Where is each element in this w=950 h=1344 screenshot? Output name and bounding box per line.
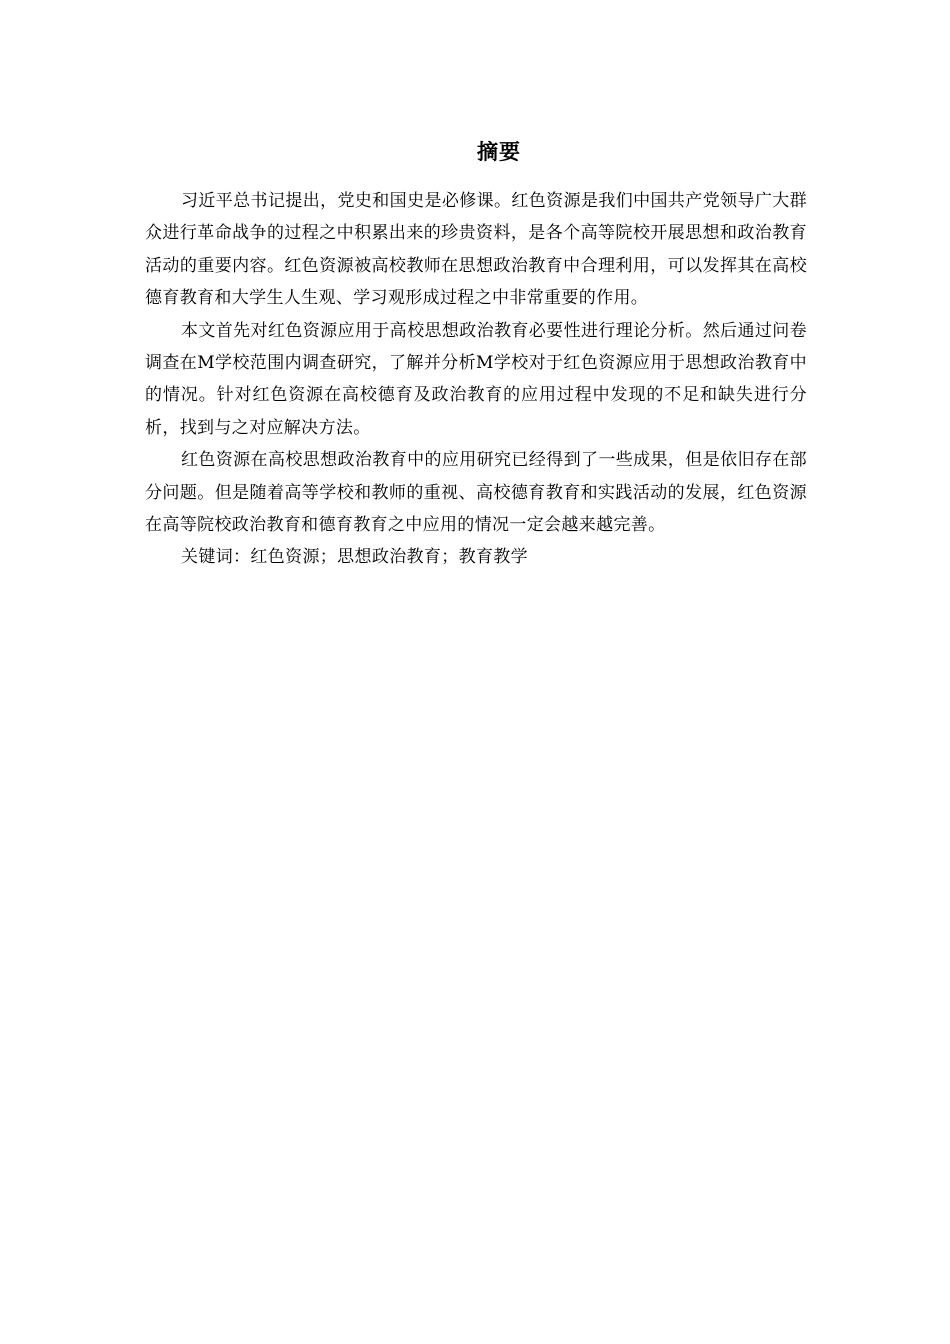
abstract-paragraph-2: 本文首先对红色资源应用于高校思想政治教育必要性进行理论分析。然后通过问卷调查在M学校范围内调查研究，了解并分析M学校对于红色资源应用于思想政治教育中的情况。针对红色资源在高校德育及政治教育的应用过程中发现的不足和缺失进行分析，找到与之对应解决方法。 (145, 320, 807, 438)
abstract-paragraph-3: 红色资源在高校思想政治教育中的应用研究已经得到了一些成果，但是依旧存在部分问题。但是随着高等学校和教师的重视、高校德育教育和实践活动的发展，红色资源在高等院校政治教育和德育教育之中应用的情况一定会越来越完善。 (145, 450, 807, 536)
abstract-body (145, 185, 807, 574)
keywords-line: 关键词：红色资源；思想政治教育；教育教学 (181, 547, 528, 568)
abstract-paragraph-1: 习近平总书记提出，党史和国史是必修课。红色资源是我们中国共产党领导广大群众进行革命战争的过程之中积累出来的珍贵资料，是各个高等院校开展思想和政治教育活动的重要内容。红色资源被高校教师在思想政治教育中合理利用，可以发挥其在高校德育教育和大学生人生观、学习观形成过程之中非常重要的作用。 (145, 191, 807, 309)
abstract-title: 摘要 (477, 140, 521, 164)
